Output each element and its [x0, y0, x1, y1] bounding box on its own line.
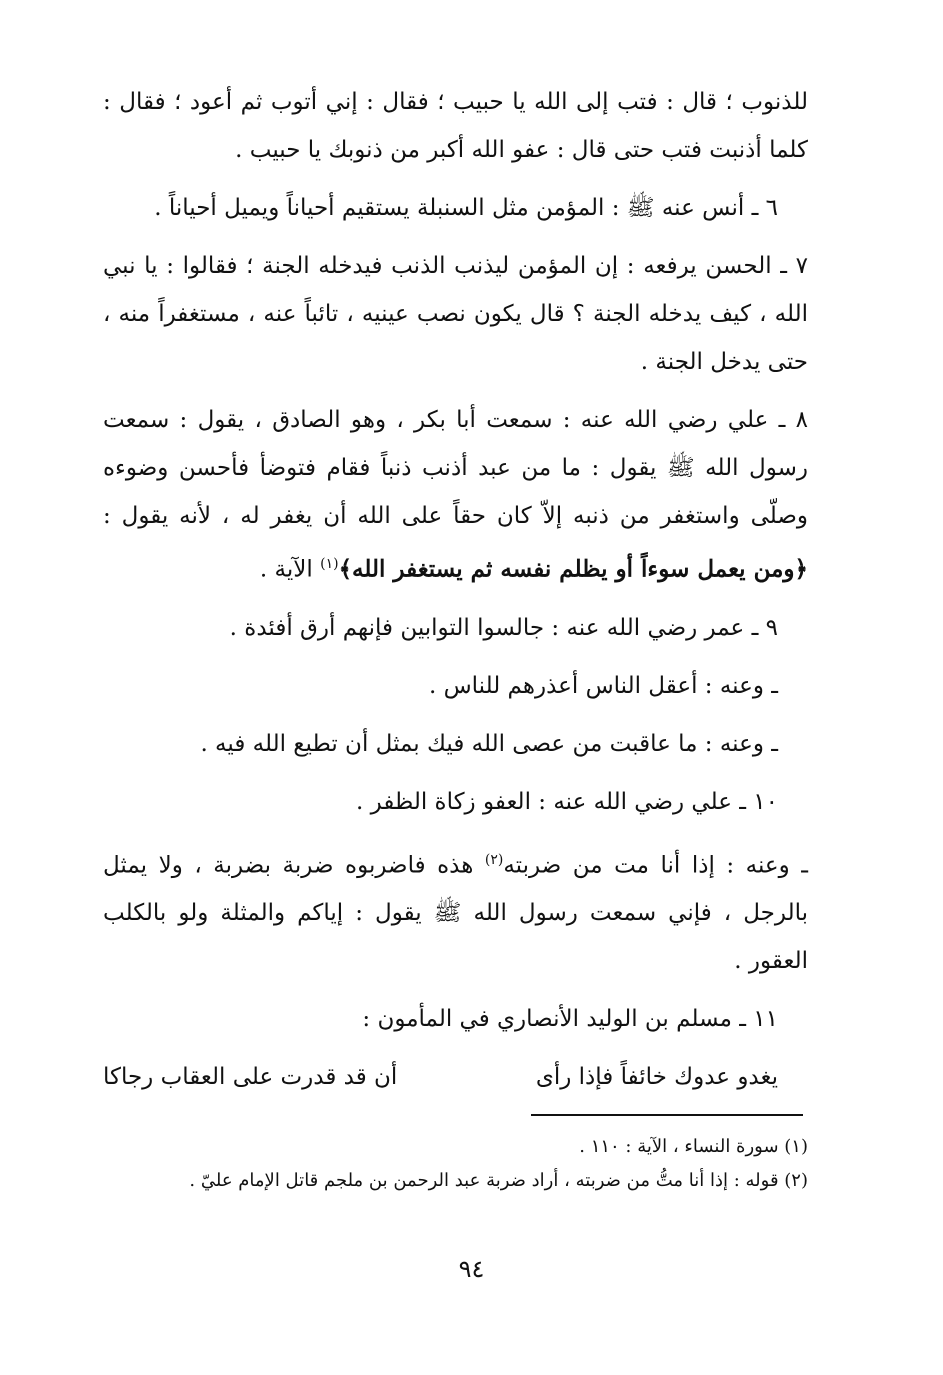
paragraph-10-ali: ١٠ ـ علي رضي الله عنه : العفو زكاة الظفر .	[356, 788, 778, 815]
footnote-1: (١) سورة النساء ، الآية : ١١٠ .	[579, 1136, 808, 1157]
footnote-divider	[531, 1114, 803, 1116]
paragraph-7-hasan: ٧ ـ الحسن يرفعه : إن المؤمن ليذنب الذنب فيدخله الجنة ؛ فقالوا : يا نبي الله ، كيف يدخله الجنة ؟ قال يكون نصب عينيه ، تائباً عنه ، مستغفراً منه ، حتى يدخل الجنة .	[103, 253, 808, 375]
paragraph-6-anas: ٦ ـ أنس عنه ﷺ : المؤمن مثل السنبلة يستقيم أحياناً ويميل أحياناً .	[154, 195, 778, 221]
poetry-verse	[103, 1053, 808, 1101]
paragraph-9-omar: ٩ ـ عمر رضي الله عنه : جالسوا التوابين فإنهم أرق أفئدة .	[229, 614, 778, 641]
page-number: ٩٤	[458, 1255, 485, 1283]
verse-second-hemistich: أن قد قدرت على العقاب رجاكا	[103, 1064, 398, 1091]
paragraph-habib: للذنوب ؛ قال : فتب إلى الله يا حبيب ؛ فقال : إني أتوب ثم أعود ؛ فقال : كلما أذنبت فتب حتى قال : عفو الله أكبر من ذنوبك يا حبيب .	[103, 89, 808, 163]
paragraph-ali-2-after: هذه فاضربوه ضربة بضربة ، ولا يمثل بالرجل ، فإني سمعت رسول الله ﷺ يقول : إياكم والمثلة ولو بالكلب العقور .	[103, 852, 808, 975]
main-text	[103, 78, 808, 1101]
footnote-2: (٢) قوله : إذا أنا متُّ من ضربته ، أراد ضربة عبد الرحمن بن ملجم قاتل الإمام عليّ .	[189, 1170, 808, 1191]
paragraph-8-ali	[103, 396, 808, 594]
paragraph-11-muslim: ١١ ـ مسلم بن الوليد الأنصاري في المأمون :	[362, 1006, 778, 1033]
paragraph-omar-3: ـ وعنه : ما عاقبت من عصى الله فيك بمثل أن تطيع الله فيه .	[200, 730, 778, 757]
quran-tail: الآية .	[259, 556, 313, 583]
footnote-ref-1: (١)	[320, 556, 339, 572]
paragraph-omar-2: ـ وعنه : أعقل الناس أعذرهم للناس .	[428, 672, 778, 699]
quran-quote: ﴿ومن يعمل سوءاً أو يظلم نفسه ثم يستغفر الله﴾	[338, 555, 808, 583]
paragraph-8-text: ٨ ـ علي رضي الله عنه : سمعت أبا بكر ، وهو الصادق ، يقول : سمعت رسول الله ﷺ يقول : ما من عبد أذنب ذنباً فقام فتوضأ فأحسن وضوءه وصلّى واستغفر من ذنبه إلاّ كان حقاً على الله أن يغفر له ، لأنه يقول :	[103, 407, 808, 529]
footnotes	[103, 1130, 808, 1198]
footnote-ref-2: (٢)	[484, 851, 504, 868]
paragraph-ali-2	[103, 836, 808, 986]
paragraph-ali-2-before: ـ وعنه : إذا أنا مت من ضربته	[503, 852, 809, 879]
verse-first-hemistich: يغدو عدوك خائفاً فإذا رأى	[535, 1064, 778, 1091]
